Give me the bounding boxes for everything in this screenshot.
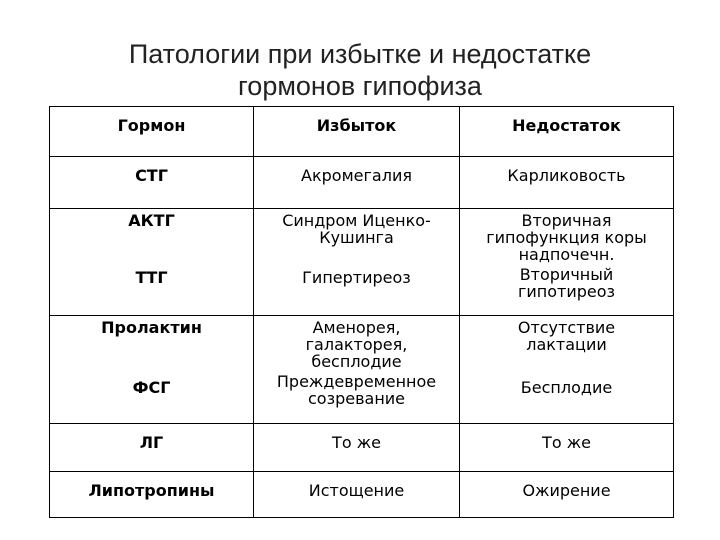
- cell-excess: Истощение: [254, 472, 460, 518]
- cell-excess: Гипертиреоз: [254, 266, 460, 316]
- cell-hormone: ТТГ: [50, 266, 254, 316]
- table-header-row: [50, 107, 674, 157]
- title-line-2: гормонов гипофиза: [238, 71, 482, 101]
- cell-excess: Акромегалия: [254, 157, 460, 209]
- cell-hormone: СТГ: [50, 157, 254, 209]
- cell-hormone: ФСГ: [50, 373, 254, 424]
- cell-excess: То же: [254, 424, 460, 472]
- cell-deficiency: Вторичная гипофункция коры надпочечн.: [460, 209, 674, 266]
- table-row: [50, 266, 674, 316]
- table-row: [50, 373, 674, 424]
- cell-deficiency: То же: [460, 424, 674, 472]
- cell-excess: Синдром Иценко- Кушинга: [254, 209, 460, 266]
- header-deficiency: Недостаток: [460, 107, 674, 157]
- title-line-1: Патологии при избытке и недостатке: [128, 39, 592, 69]
- table-row: [50, 209, 674, 266]
- cell-hormone: Пролактин: [50, 316, 254, 373]
- table-row: [50, 316, 674, 373]
- page-title: [0, 38, 720, 102]
- hormone-pathology-table: [49, 106, 674, 518]
- cell-deficiency: Вторичный гипотиреоз: [460, 266, 674, 316]
- cell-deficiency: Карликовость: [460, 157, 674, 209]
- table-row: [50, 472, 674, 518]
- table-row: [50, 424, 674, 472]
- cell-deficiency: Отсутствие лактации: [460, 316, 674, 373]
- cell-hormone: АКТГ: [50, 209, 254, 266]
- cell-hormone: Липотропины: [50, 472, 254, 518]
- header-hormone: Гормон: [50, 107, 254, 157]
- table-row: [50, 157, 674, 209]
- cell-deficiency: Бесплодие: [460, 373, 674, 424]
- cell-deficiency: Ожирение: [460, 472, 674, 518]
- header-excess: Избыток: [254, 107, 460, 157]
- cell-excess: Аменорея, галакторея, бесплодие: [254, 316, 460, 373]
- cell-excess: Преждевременное созревание: [254, 373, 460, 424]
- cell-hormone: ЛГ: [50, 424, 254, 472]
